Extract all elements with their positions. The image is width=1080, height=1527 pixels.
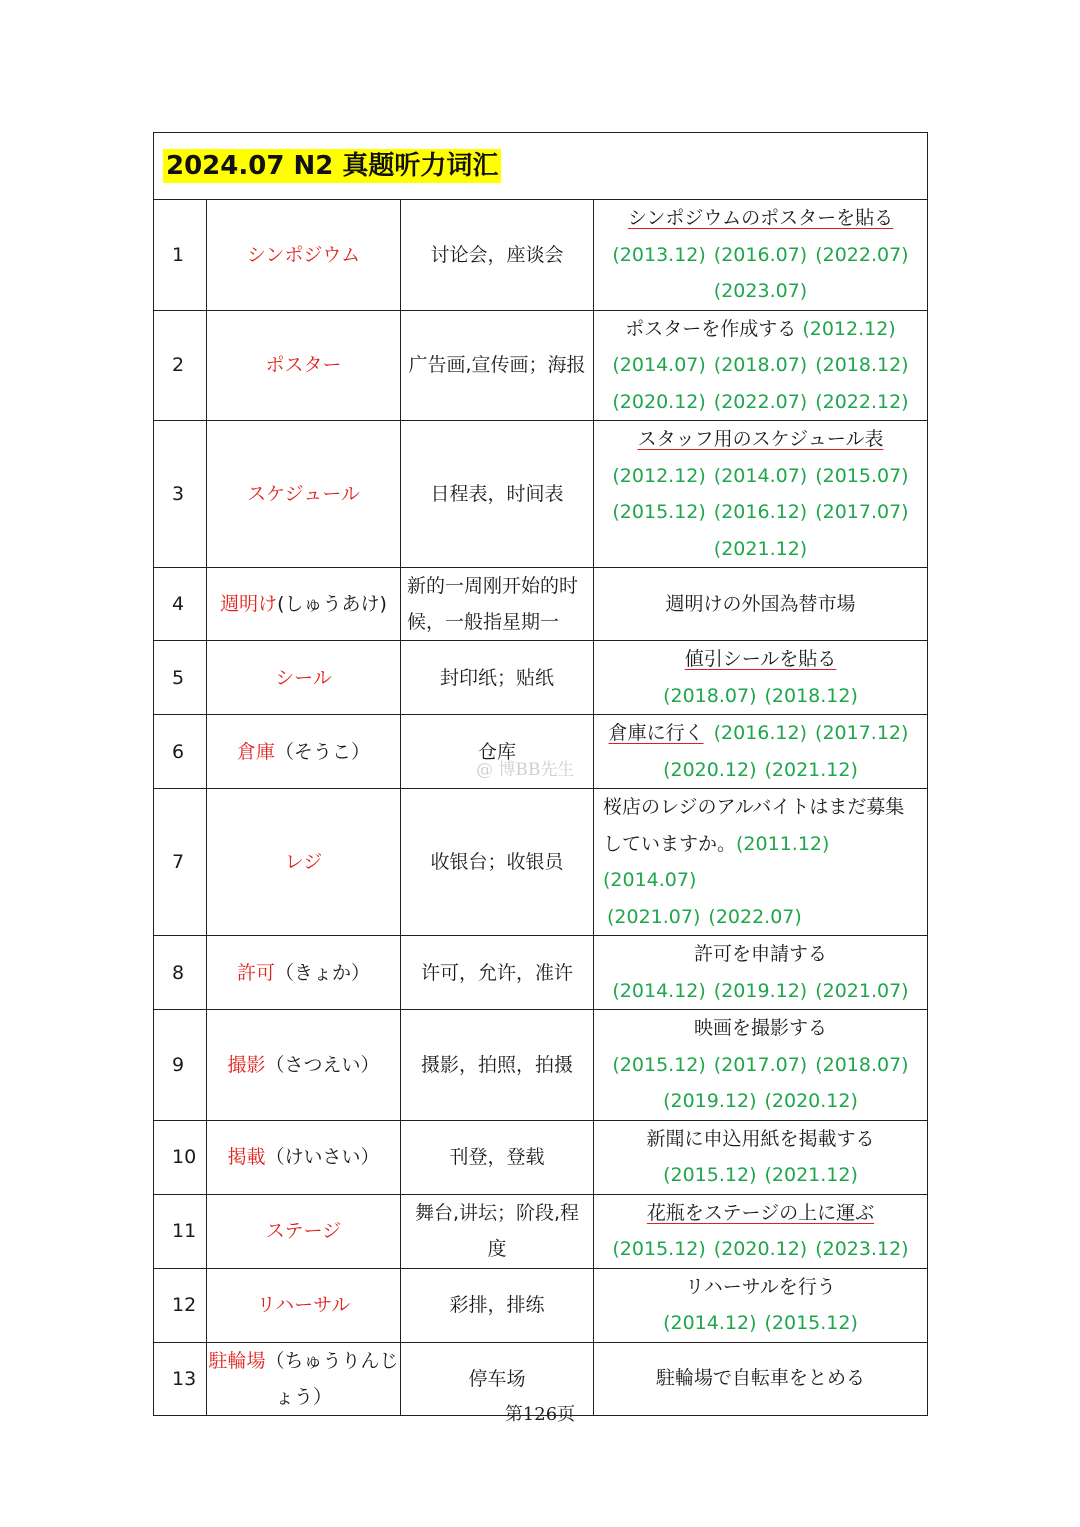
table-row <box>154 936 928 1010</box>
example-sentence: 桜店のレジのアルバイトはまだ募集していますか。 <box>603 796 905 855</box>
vocab-example <box>594 421 928 568</box>
exam-date: (2021.12) <box>764 758 858 781</box>
row-number: 10 <box>154 1120 207 1194</box>
vocab-example <box>594 715 928 789</box>
vocab-word: シンポジウム <box>207 200 401 311</box>
row-number: 9 <box>154 1010 207 1121</box>
exam-date: (2015.07) <box>815 464 909 487</box>
exam-date: (2016.12) <box>713 501 808 523</box>
example-sentence: スタッフ用のスケジュール表 <box>637 428 884 450</box>
table-row <box>154 1268 928 1342</box>
vocab-meaning: 广告画,宣传画；海报 <box>401 310 594 421</box>
exam-date: (2014.07) <box>612 354 706 376</box>
example-sentence: 倉庫に行く <box>608 722 704 744</box>
exam-date: (2021.12) <box>764 1164 858 1186</box>
exam-date: (2013.12) <box>612 243 706 266</box>
exam-date: (2022.07) <box>815 243 909 266</box>
exam-date: (2022.12) <box>815 390 909 413</box>
row-number: 5 <box>154 641 207 715</box>
exam-date: (2015.12) <box>764 1312 858 1334</box>
row-number: 8 <box>154 936 207 1010</box>
exam-date: (2020.12) <box>713 1238 808 1260</box>
exam-date: (2021.12) <box>713 537 808 560</box>
vocab-meaning: 新的一周刚开始的时候，一般指星期一 <box>401 568 594 641</box>
vocab-example <box>594 936 928 1010</box>
example-sentence: 花瓶をステージの上に運ぶ <box>646 1201 875 1224</box>
table-row <box>154 1120 928 1194</box>
example-sentence: 駐輪場で自転車をとめる <box>656 1367 866 1390</box>
vocab-example <box>594 1194 928 1268</box>
exam-date: (2018.12) <box>815 354 909 376</box>
vocab-word: 駐輪場（ちゅうりんじょう） <box>207 1342 401 1415</box>
vocab-word: ポスター <box>207 310 401 421</box>
vocab-meaning: 摄影，拍照，拍摄 <box>401 1010 594 1121</box>
table-row <box>154 641 928 715</box>
example-sentence: 映画を撮影する <box>694 1017 828 1039</box>
vocab-meaning: 仓库 <box>401 715 594 789</box>
vocab-meaning: 彩排，排练 <box>401 1268 594 1342</box>
vocab-word: レジ <box>207 789 401 936</box>
example-sentence: 新聞に申込用紙を掲載する <box>646 1127 875 1150</box>
vocab-word: リハーサル <box>207 1268 401 1342</box>
exam-date: (2014.07) <box>603 869 697 891</box>
vocab-word: ステージ <box>207 1194 401 1268</box>
vocab-example <box>594 1268 928 1342</box>
table-row <box>154 421 928 568</box>
exam-date: (2014.12) <box>612 979 706 1002</box>
exam-date: (2020.12) <box>612 390 706 413</box>
table-row <box>154 568 928 641</box>
exam-date: (2014.12) <box>663 1312 757 1334</box>
vocab-meaning: 封印纸；贴纸 <box>401 641 594 715</box>
page-number: 第126页 <box>504 1404 576 1425</box>
row-number: 13 <box>154 1342 207 1415</box>
exam-date: (2015.12) <box>612 1238 706 1260</box>
exam-date: (2022.07) <box>708 905 802 928</box>
exam-date: (2018.07) <box>815 1053 909 1076</box>
table-row <box>154 1010 928 1121</box>
exam-date: (2015.12) <box>612 1053 706 1076</box>
table-row <box>154 789 928 936</box>
vocab-word: 許可（きょか） <box>207 936 401 1010</box>
watermark: @ 博BB先生 <box>476 760 575 780</box>
vocab-meaning: 停车场 <box>401 1342 594 1415</box>
vocab-meaning: 收银台；收银员 <box>401 789 594 936</box>
exam-date: (2023.12) <box>815 1238 909 1260</box>
vocab-example <box>594 1010 928 1121</box>
table-row <box>154 310 928 421</box>
exam-date: (2016.12) <box>713 722 808 744</box>
exam-date: (2021.07) <box>815 979 909 1002</box>
example-sentence: シンポジウムのポスターを貼る <box>627 207 894 229</box>
exam-date: (2020.12) <box>663 758 757 781</box>
row-number: 4 <box>154 568 207 641</box>
vocab-meaning: 舞台,讲坛；阶段,程度 <box>401 1194 594 1268</box>
exam-date: (2019.12) <box>713 979 808 1002</box>
vocab-word: 掲載（けいさい） <box>207 1120 401 1194</box>
vocab-word: シール <box>207 641 401 715</box>
row-number: 2 <box>154 310 207 421</box>
exam-date: (2014.07) <box>713 464 808 487</box>
exam-date: (2019.12) <box>663 1090 757 1112</box>
row-number: 6 <box>154 715 207 789</box>
exam-date: (2023.07) <box>713 280 808 302</box>
vocab-example <box>594 1120 928 1194</box>
exam-date: (2017.12) <box>815 722 909 744</box>
exam-date: (2017.07) <box>713 1053 808 1076</box>
exam-date: (2020.12) <box>764 1090 858 1112</box>
vocab-example <box>594 310 928 421</box>
row-number: 11 <box>154 1194 207 1268</box>
vocab-meaning: 日程表，时间表 <box>401 421 594 568</box>
exam-date: (2021.07) <box>607 905 701 928</box>
vocab-meaning: 许可，允许，准许 <box>401 936 594 1010</box>
table-row <box>154 200 928 311</box>
exam-date: (2015.12) <box>612 501 706 523</box>
exam-date: (2016.07) <box>713 243 808 266</box>
example-sentence: ポスターを作成する <box>625 317 797 340</box>
example-sentence: 許可を申請する <box>694 943 828 965</box>
exam-date: (2022.07) <box>713 390 808 413</box>
vocab-example <box>594 200 928 311</box>
vocab-meaning: 刊登，登载 <box>401 1120 594 1194</box>
exam-date: (2011.12) <box>736 832 830 855</box>
vocab-example <box>594 789 928 936</box>
exam-date: (2012.12) <box>802 317 896 340</box>
example-sentence: 値引シールを貼る <box>684 648 837 670</box>
row-number: 7 <box>154 789 207 936</box>
exam-date: (2012.12) <box>612 464 706 487</box>
vocab-example <box>594 568 928 641</box>
title-cell <box>154 133 928 200</box>
exam-date: (2017.07) <box>815 501 909 523</box>
vocab-word: 週明け(しゅうあけ) <box>207 568 401 641</box>
exam-date: (2018.12) <box>764 684 858 707</box>
vocab-word: スケジュール <box>207 421 401 568</box>
example-sentence: リハーサルを行う <box>685 1275 836 1298</box>
vocab-example <box>594 641 928 715</box>
row-number: 1 <box>154 200 207 311</box>
row-number: 3 <box>154 421 207 568</box>
vocab-meaning: 讨论会，座谈会 <box>401 200 594 311</box>
vocab-word: 倉庫（そうこ） <box>207 715 401 789</box>
vocab-word: 撮影（さつえい） <box>207 1010 401 1121</box>
exam-date: (2015.12) <box>663 1164 757 1186</box>
page-title: 2024.07 N2 真题听力词汇 <box>163 149 501 183</box>
example-sentence: 週明けの外国為替市場 <box>665 592 856 615</box>
table-row <box>154 1194 928 1268</box>
exam-date: (2018.07) <box>713 354 808 376</box>
exam-date: (2018.07) <box>663 684 757 707</box>
row-number: 12 <box>154 1268 207 1342</box>
